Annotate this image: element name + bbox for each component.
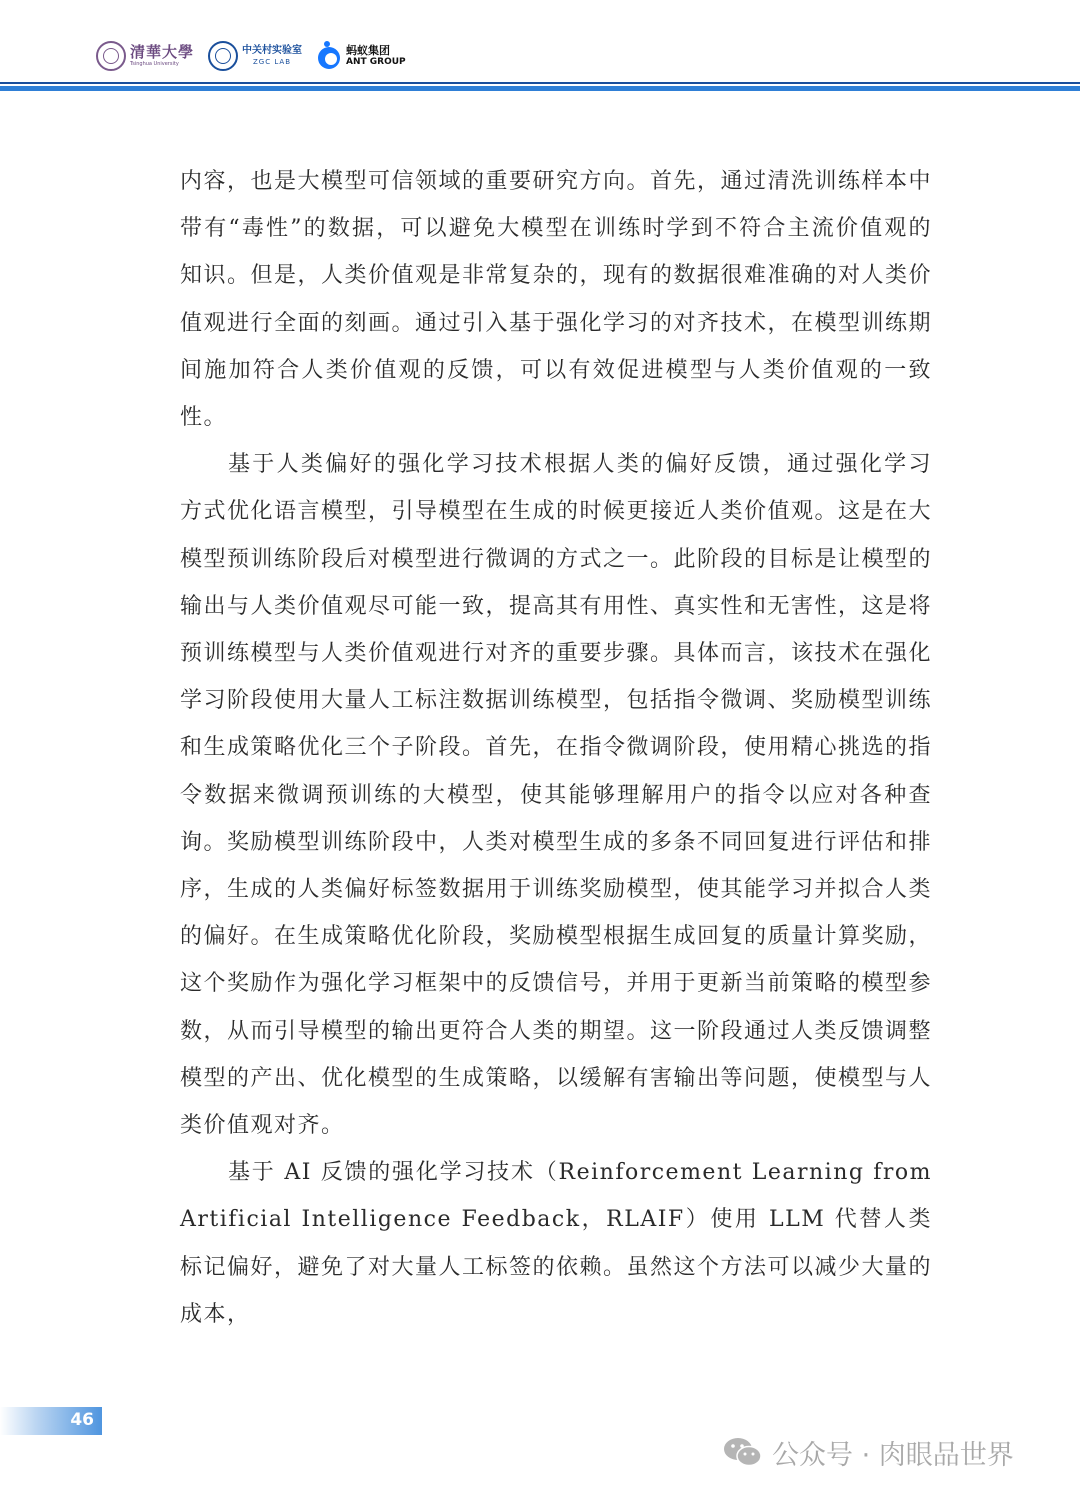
header-rule-thick — [0, 86, 1080, 91]
tsinghua-sub: Tsinghua University — [130, 61, 179, 67]
header-rule-thin — [0, 82, 1080, 84]
page-number: 46 — [70, 1410, 94, 1430]
ant-group-mark-icon — [316, 41, 342, 71]
paragraph-1: 内容，也是大模型可信领域的重要研究方向。首先，通过清洗训练样本中带有“毒性”的数据，可以避免大模型在训练时学到不符合主流价值观的知识。但是，人类价值观是非常复杂的，现有的数据很难准确的对人类价值观进行全面的刻画。通过引入基于强化学习的对齐技术，在模型训练期间施加符合人类价值观的反馈，可以有效促进模型与人类价值观的一致性。 — [180, 169, 933, 431]
tsinghua-logo — [96, 41, 194, 71]
ant-group-logo — [316, 41, 406, 71]
partner-logos — [96, 38, 420, 74]
zgc-name: 中关村实验室 — [242, 45, 303, 56]
page-header — [0, 0, 1080, 92]
watermark-text: 公众号 · 肉眼品世界 — [772, 1439, 1014, 1471]
ant-name: 蚂蚁集团 — [346, 44, 391, 57]
wechat-watermark — [722, 1432, 1014, 1472]
wechat-icon — [722, 1436, 764, 1468]
tsinghua-name: 清華大學 — [130, 43, 195, 61]
zgc-seal-icon — [208, 41, 238, 71]
page-number-bar — [0, 1407, 102, 1435]
zgc-sub: ZGC LAB — [253, 58, 291, 66]
paragraph-3: 基于 AI 反馈的强化学习技术（Reinforcement Learning from Artificial Intelligence Feedback，RLAIF）使用 LLM 代替人类标记偏好，避免了对大量人工标签的依赖。虽然这个方法可以减少大量的成本， — [180, 1160, 933, 1327]
ant-sub: ANT GROUP — [346, 57, 406, 67]
tsinghua-seal-icon — [96, 41, 126, 71]
zgc-lab-logo — [208, 41, 302, 71]
body-text — [180, 158, 932, 1338]
paragraph-2: 基于人类偏好的强化学习技术根据人类的偏好反馈，通过强化学习方式优化语言模型，引导模型在生成的时候更接近人类价值观。这是在大模型预训练阶段后对模型进行微调的方式之一。此阶段的目标是让模型的输出与人类价值观尽可能一致，提高其有用性、真实性和无害性，这是将预训练模型与人类价值观进行对齐的重要步骤。具体而言，该技术在强化学习阶段使用大量人工标注数据训练模型，包括指令微调、奖励模型训练和生成策略优化三个子阶段。首先，在指令微调阶段，使用精心挑选的指令数据来微调预训练的大模型，使其能够理解用户的指令以应对各种查询。奖励模型训练阶段中，人类对模型生成的多条不同回复进行评估和排序，生成的人类偏好标签数据用于训练奖励模型，使其能学习并拟合人类的偏好。在生成策略优化阶段，奖励模型根据生成回复的质量计算奖励，这个奖励作为强化学习框架中的反馈信号，并用于更新当前策略的模型参数，从而引导模型的输出更符合人类的期望。这一阶段通过人类反馈调整模型的产出、优化模型的生成策略，以缓解有害输出等问题，使模型与人类价值观对齐。 — [180, 452, 933, 1139]
